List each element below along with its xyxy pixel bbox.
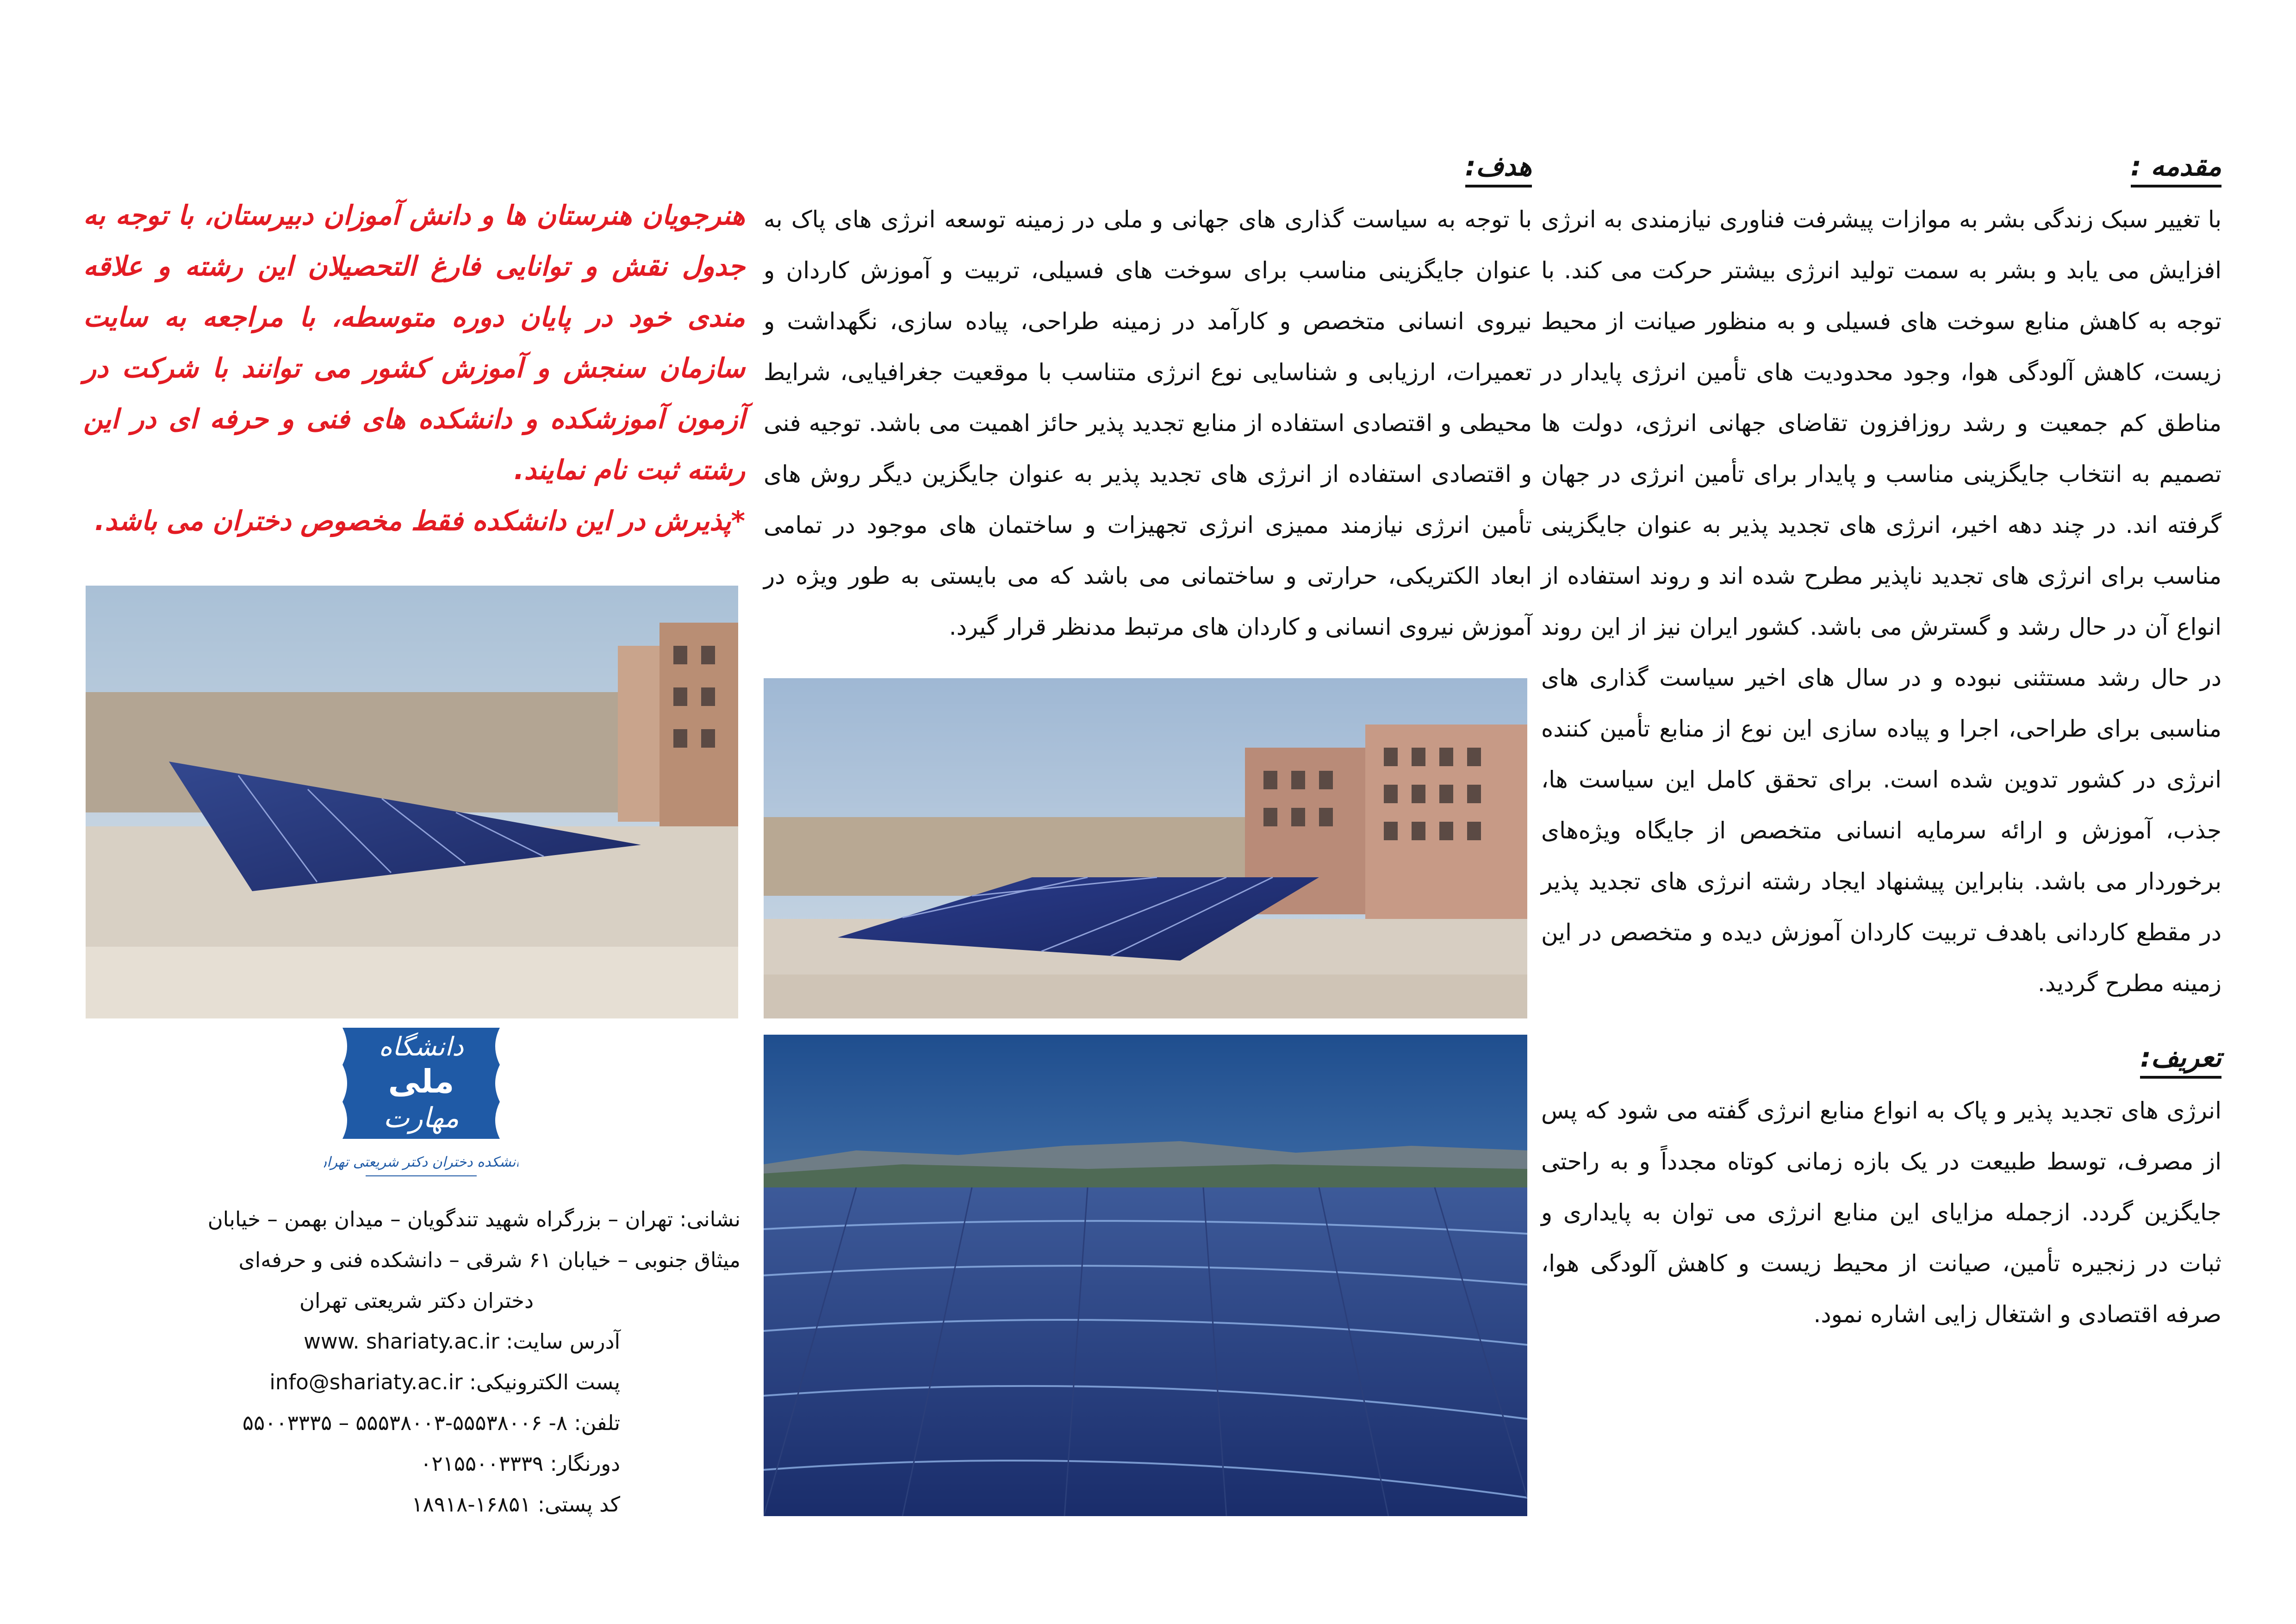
email-label: پست الکترونیکی:	[469, 1370, 620, 1394]
admission-note: *پذیرش در این دانشکده فقط مخصوص دختران می باشد.	[94, 505, 745, 537]
phone-label: تلفن: ۸-	[548, 1411, 620, 1435]
postal-value: ۱۶۸۵۱-۱۸۹۱۸	[411, 1492, 531, 1517]
fax-row	[93, 1443, 740, 1484]
phone-value: ۵۵۵۳۸۰۰۶-۵۵۵۳۸۰۰۳ – ۵۵۰۰۳۳۳۵	[242, 1411, 542, 1435]
email-link[interactable]: info@shariaty.ac.ir	[269, 1370, 463, 1394]
fax-label: دورنگار:	[550, 1451, 620, 1476]
logo-top-text: دانشگاه	[379, 1032, 464, 1062]
address-line-3: دختران دکتر شریعتی تهران	[299, 1288, 534, 1313]
definition-section	[1541, 1042, 2221, 1340]
email-row	[93, 1362, 740, 1403]
website-row	[93, 1321, 740, 1362]
address-line-1: نشانی: تهران – بزرگراه شهید تندگویان – میدان بهمن – خیابان	[207, 1207, 740, 1231]
address-line-2: میثاق جنوبی – خیابان ۶۱ شرقی – دانشکده فنی و حرفه‌ای	[238, 1248, 740, 1272]
admission-paragraph: هنرجویان هنرستان ها و دانش آموزان دبیرستان، با توجه به جدول نقش و توانایی فارغ التحصیلان این رشته و علاقه مندی خود در پایان دوره متوسطه، با مراجعه به سایت سازمان سنجش و آموزش کشور می توانند با شرکت در آزمون آموزشکده و دانشکده های فنی و حرفه ای در این رشته ثبت نام نمایند.	[83, 200, 745, 486]
logo-bottom-text: مهارت	[383, 1102, 459, 1134]
logo-caption: دانشکده دختران دکتر شریعتی تهران	[324, 1154, 518, 1170]
intro-section	[1541, 150, 2221, 1009]
website-label: آدرس سایت:	[506, 1329, 620, 1354]
solar-farm-photo	[764, 1035, 1527, 1516]
fax-value: ۰۲۱۵۵۰۰۳۳۳۹	[420, 1451, 544, 1476]
intro-heading: مقدمه :	[2131, 150, 2221, 187]
goal-section	[764, 150, 1532, 652]
goal-paragraph: با توجه به سیاست گذاری های جهانی و ملی در زمینه توسعه انرژی های پاک به عنوان جایگزینی مناسب برای سوخت های فسیلی، تربیت و آموزش کاردان و نیروی انسانی متخصص و کارآمد در زمینه طراحی، پیاده سازی، نگهداشت و تعمیرات، ارزیابی و شناسایی نوع انرژی متناسب با موقعیت جغرافیایی، شرایط محیطی و اقتصادی استفاده از منابع تجدید پذیر حائز اهمیت می باشد. توجیه فنی و اقتصادی استفاده از انرژی های تجدید پذیر به عنوان جایگزین دیگر روش های تأمین انرژی نیازمند ممیزی انرژی تجهیزات و ساختمان های موجود در تمامی ابعاد الکتریکی، حرارتی و ساختمانی می باشد که می بایستی به طور ویژه در آموزش نیروی انسانی و کاردان های مرتبط مدنظر قرار گیرد.	[764, 206, 1532, 640]
phone-row	[93, 1403, 740, 1443]
contact-block	[93, 1199, 740, 1525]
admission-section	[83, 190, 745, 546]
postal-row	[93, 1484, 740, 1525]
university-logo	[324, 1018, 518, 1194]
website-link[interactable]: www. shariaty.ac.ir	[304, 1329, 499, 1354]
intro-paragraph: با تغییر سبک زندگی بشر به موازات پیشرفت فناوری نیازمندی به انرژی افزایش می یابد و بشر به سمت تولید انرژی بیشتر حرکت می کند. با توجه به کاهش منابع سوخت های فسیلی و به منظور صیانت از محیط زیست، کاهش آلودگی هوا، وجود محدودیت های تأمین انرژی پایدار در مناطق کم جمعیت و رشد روزافزون تقاضای جهانی انرژی، دولت ها تصمیم به انتخاب جایگزینی مناسب و پایدار برای تأمین انرژی در جهان گرفته اند. در چند دهه اخیر، انرژی های تجدید پذیر به عنوان جایگزینی مناسب برای انرژی های تجدید ناپذیر مطرح شده اند و روند استفاده از انواع آن در حال رشد و گسترش می باشد. کشور ایران نیز از این روند در حال رشد مستثنی نبوده و در سال های اخیر سیاست گذاری های مناسبی برای طراحی، اجرا و پیاده سازی این نوع از منابع تأمین کننده انرژی در کشور تدوین شده است. برای تحقق کامل این سیاست ها، جذب، آموزش و ارائه سرمایه انسانی متخصص از جایگاه ویژه‌های برخوردار می باشد. بنابراین پیشنهاد ایجاد رشته انرژی های تجدید پذیر در مقطع کاردانی باهدف تربیت کاردان آموزش دیده و متخصص در این زمینه مطرح گردید.	[1541, 206, 2221, 997]
definition-paragraph: انرژی های تجدید پذیر و پاک به انواع منابع انرژی گفته می شود که پس از مصرف، توسط طبیعت در یک بازه زمانی کوتاه مجدداً و به راحتی جایگزین گردد. ازجمله مزایای این منابع انرژی می توان به پایداری و ثبات در زنجیره تأمین، صیانت از محیط زیست و کاهش آلودگی هوا، صرفه اقتصادی و اشتغال زایی اشاره نمود.	[1541, 1097, 2221, 1328]
postal-label: کد پستی:	[537, 1492, 620, 1517]
goal-heading: هدف:	[1465, 150, 1532, 187]
rooftop-solar-photo-middle	[764, 678, 1527, 1018]
rooftop-solar-photo-left	[86, 586, 738, 1018]
definition-heading: تعریف:	[2140, 1042, 2221, 1079]
logo-middle-text: ملی	[388, 1062, 454, 1100]
